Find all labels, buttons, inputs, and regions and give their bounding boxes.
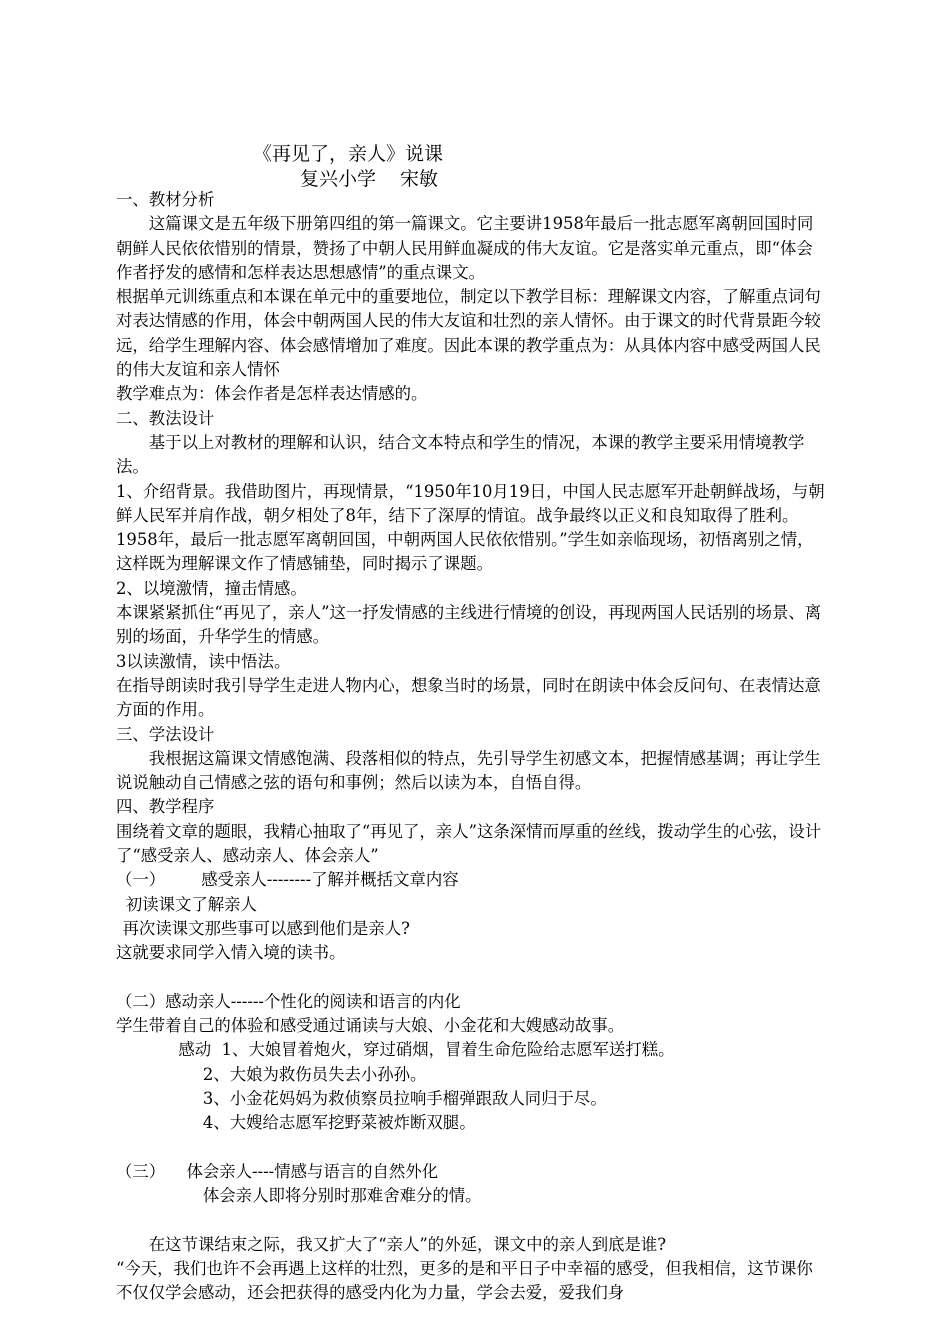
document-title: 《再见了，亲人》说课	[253, 143, 444, 165]
blank-line	[116, 966, 828, 990]
line: 初读课文了解亲人	[125, 894, 257, 914]
blank-line	[116, 1136, 828, 1160]
paragraph: 2、以境激情，撞击情感。	[116, 578, 307, 598]
paragraph: 1、介绍背景。我借助图片，再现情景，“1950年10月19日，中国人民志愿军开赴朝鲜战场，与朝鲜人民军并肩作战，朝夕相处了8年，结下了深厚的情谊。战争最终以正义和良知取得了胜利。1958年，最后一批志愿军离朝回国，中朝两国人民依依惜别。”学生如亲临现场，初悟离别之情，这样既为理解课文作了情感铺垫，同时揭示了课题。	[116, 481, 825, 574]
paragraph: 我根据这篇课文情感饱满、段落相似的特点，先引导学生初感文本，把握情感基调；再让学生说说触动自己情感之弦的语句和事例；然后以读为本，自悟自得。	[116, 748, 821, 793]
blank-line	[116, 1208, 828, 1232]
line: 学生带着自己的体验和感受通过诵读与大娘、小金花和大嫂感动故事。	[116, 1016, 625, 1036]
list-item: 感动 1、大娘冒着炮火，穿过硝烟，冒着生命危险给志愿军送打糕。	[178, 1040, 675, 1060]
line: 这就要求同学入情入境的读书。	[116, 943, 346, 963]
list-item: 4、大嫂给志愿军挖野菜被炸断双腿。	[202, 1113, 476, 1133]
paragraph: 这篇课文是五年级下册第四组的第一篇课文。它主要讲1958年最后一批志愿军离朝回国时同朝鲜人民依依惜别的情景，赞扬了中朝人民用鲜血凝成的伟大友谊。它是落实单元重点，即“体会作者抒发的感情和怎样表达思想感情”的重点课文。	[116, 214, 814, 282]
list-item: 3、小金花妈妈为救侦察员拉响手榴弹跟敌人同归于尽。	[202, 1088, 607, 1108]
list-item: 2、大娘为救伤员失去小孙孙。	[202, 1064, 427, 1084]
section-heading: 三、学法设计	[116, 724, 215, 744]
paragraph: 在这节课结束之际，我又扩大了“亲人”的外延，课文中的亲人到底是谁?	[148, 1234, 667, 1254]
subsection-label: （三）	[116, 1161, 166, 1181]
paragraph: 本课紧紧抓住“再见了，亲人”这一抒发情感的主线进行情境的创设，再现两国人民话别的场景、离别的场面，升华学生的情感。	[116, 603, 822, 647]
paragraph: 3以读激情，读中悟法。	[116, 651, 291, 671]
subsection-heading: （二）感动亲人------个性化的阅读和语言的内化	[116, 991, 461, 1011]
subsection-text: 体会亲人----情感与语言的自然外化	[186, 1161, 439, 1181]
paragraph: 围绕着文章的题眼，我精心抽取了“再见了，亲人”这条深情而厚重的丝线，拨动学生的心弦，设计了“感受亲人、感动亲人、体会亲人”	[116, 821, 822, 866]
document-body	[116, 188, 828, 1306]
paragraph: “今天，我们也许不会再遇上这样的壮烈，更多的是和平日子中幸福的感受，但我相信，这节课你不仅仅学会感动，还会把获得的感受内化为力量，学会去爱，爱我们身	[116, 1259, 813, 1303]
subsection-heading	[116, 868, 828, 892]
subsection-text: 感受亲人--------了解并概括文章内容	[201, 870, 459, 890]
school-name: 复兴小学	[300, 168, 377, 190]
line: 体会亲人即将分别时那难舍难分的情。	[202, 1186, 482, 1206]
section-heading: 四、教学程序	[116, 797, 215, 817]
author-name: 宋敏	[400, 168, 439, 190]
subsection-label: （一）	[116, 870, 166, 890]
paragraph: 根据单元训练重点和本课在单元中的重要地位，制定以下教学目标：理解课文内容，了解重点词句对表达情感的作用，体会中朝两国人民的伟大友谊和壮烈的亲人情怀。由于课文的时代背景距今较远，给学生理解内容、体会感情增加了难度。因此本课的教学重点为：从具体内容中感受两国人民的伟大友谊和亲人情怀	[116, 287, 821, 380]
paragraph: 基于以上对教材的理解和认识，结合文本特点和学生的情况，本课的教学主要采用情境教学法。	[116, 432, 805, 477]
subsection-heading	[116, 1160, 828, 1184]
section-heading: 一、教材分析	[116, 190, 215, 209]
paragraph: 教学难点为：体会作者是怎样表达情感的。	[116, 384, 428, 404]
line: 再次读课文那些事可以感到他们是亲人?	[122, 918, 410, 938]
paragraph: 在指导朗读时我引导学生走进人物内心，想象当时的场景，同时在朗读中体会反问句、在表情达意方面的作用。	[116, 675, 821, 720]
section-heading: 二、教法设计	[116, 408, 215, 428]
